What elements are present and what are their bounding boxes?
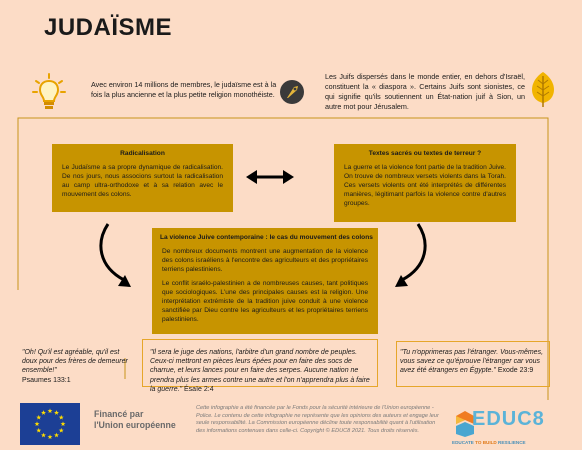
quote-psaumes-ref: Psaumes 133:1 [22,376,71,384]
lightbulb-icon [32,72,66,112]
quote-exode-text: "Tu n'opprimeras pas l'étranger. Vous-mêmes, vous savez ce qu'éprouve l'étranger car vous avez été étrangers en Égypte." [400,349,544,375]
radicalisation-box [52,144,233,212]
disclaimer-text: Cette infographie a été financée par le Fonds pour la sécurité intérieure de l'Union européenne - Police. Le contenu de cette infographie ne représente que les opinions des auteurs et engage leur seule responsabilité. La Commission européenne décline toute responsabilité quant à l'utilisation des informations contenues dans celle-ci. Copyright © EDUC8 2021. Tous droits réservés. [196,405,439,434]
educ8-brand-name: EDUC8 [472,408,545,430]
leaf-icon [527,70,559,108]
quote-esaie-text: "Il sera le juge des nations, l'arbitre d'un grand nombre de peuples. Ceux-ci mettront en pièces leurs épées pour en faire des socs de charrue, et leurs lances pour en faire des serpes. Aucune nation ne prendra plus les armes contre une autre et l'on n'apprendra plus à faire la guerre." [150,349,370,393]
funded-line-2: l'Union européenne [94,420,176,430]
violence-juive-box [152,228,378,334]
violence-juive-text-2: Le conflit israélo-palestinien a de nombreuses causes, tant politiques que sociologiques. L'une des principales causes est la religion. Une interprétation extrémiste de la tradition juive conduit à une violence sanctifiée par Dieu contre les agriculteurs et les propriétaires terriens palestiniens. [162,280,368,323]
curved-arrow-icon [388,220,432,294]
page-title: JUDAÏSME [44,14,173,41]
textes-sacres-box [334,144,516,222]
quote-exode [400,348,550,376]
intro-right-text: Les Juifs dispersés dans le monde entier, en dehors d'Israël, constituent la « diaspora ». Certains Juifs sont sionistes, ce qui signifie qu'ils soutiennent un État-nation juif à Sion, un autre mot pour Jérusalem. [325,72,525,111]
radicalisation-text: Le Judaïsme a sa propre dynamique de radicalisation. De nos jours, nous associons surtout la radicalisation au camp ultra-orthodoxe et à sa relation avec le mouvement des colons. [62,164,223,198]
intro-left-text: Avec environ 14 millions de membres, le judaïsme est à la fois la plus ancienne et la plus petite religion monothéiste. [91,80,277,99]
curved-arrow-icon [94,220,138,294]
quote-psaumes [22,348,132,385]
funded-by-eu [94,409,176,431]
rocket-icon [279,79,305,105]
textes-sacres-title: Textes sacrés ou textes de terreur ? [368,150,482,157]
eu-flag-icon [20,403,80,445]
funded-line-1: Financé par [94,409,144,419]
double-arrow-icon [246,168,294,186]
tagline-part-1: EDUCATE [452,440,476,445]
quote-esaie-ref: Ésaïe 2:4 [184,385,214,393]
tagline-part-3: RESILIENCE [498,440,526,445]
textes-sacres-text: La guerre et la violence font partie de la tradition Juive. On trouve de nombreux versets violents dans la Torah. Ces versets violents ont été interprétés de différentes manières, légitimant parfois la violence contre d'autres groupes. [344,164,506,207]
quote-exode-ref: Exode 23:9 [497,367,534,375]
violence-juive-text-1: De nombreux documents montrent une augmentation de la violence des colons israéliens à l'encontre des agriculteurs et des propriétaires terriens palestiniens. [162,248,368,273]
educ8-tagline [452,440,526,445]
tagline-part-2: TO BUILD [475,440,499,445]
radicalisation-title: Radicalisation [120,150,165,157]
quote-esaie [150,348,370,394]
quote-psaumes-text: "Oh! Qu'il est agréable, qu'il est doux pour des frères de demeurer ensemble!" [22,349,128,375]
violence-juive-title: La violence Juive contemporaine : le cas du mouvement des colons [160,234,373,241]
